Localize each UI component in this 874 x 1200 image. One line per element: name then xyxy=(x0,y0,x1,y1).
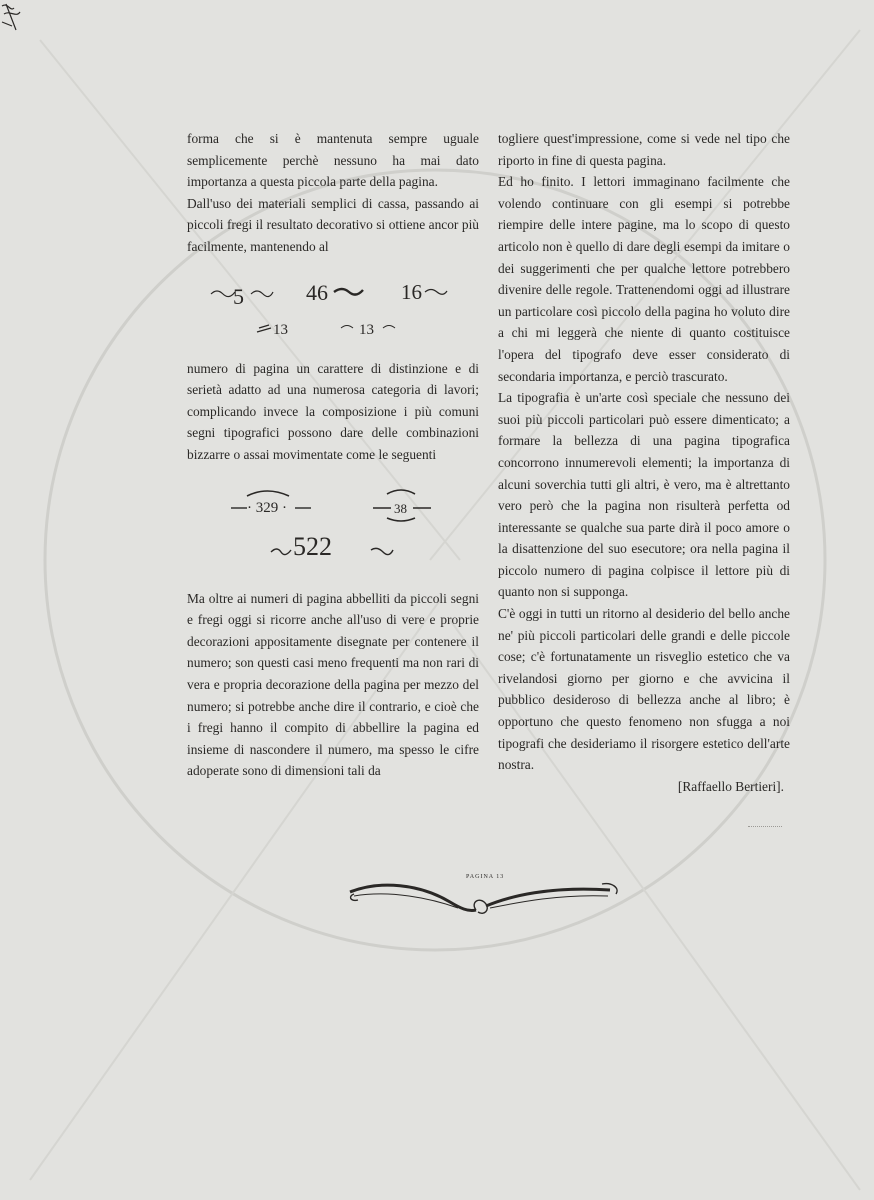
page-number-example-1 xyxy=(187,258,479,358)
corner-scribble-mark xyxy=(0,0,40,40)
example-figure-329: · 329 · xyxy=(247,499,287,516)
signature-dotted-rule xyxy=(748,826,782,827)
example-figure-38: 38 xyxy=(394,500,407,516)
author-signature: [Raffaello Bertieri]. xyxy=(677,778,784,794)
example-1-ornaments xyxy=(187,258,479,358)
right-para-1: togliere quest'impressione, come si vede nel tipo che riporto in fine di questa pagina. xyxy=(498,131,790,168)
right-para-4: C'è oggi in tutti un ritorno al desiderio del bello anche ne' più piccoli particolari delle grandi e delle piccole cose; c'è fortunatamente un risveglio estetico che va rivelandosi giorno per giorno e che avvicina il pubblico desideroso di bellezza anche al libro; è opportuno che questo fenomeno non sfugga a noi tipografi che desideriamo il risorgere estetico dell'arte nostra. xyxy=(498,606,790,773)
left-para-2: Dall'uso dei materiali semplici di cassa, passando ai piccoli fregi il resultato decorativo si ottiene ancor più facilmente, mantenendo al xyxy=(187,195,479,254)
left-intro-text: forma che si è mantenuta sempre uguale semplicemente perchè nessuno ha mai dato importanza a questa piccola parte della pagina. xyxy=(187,131,479,190)
example-figure-5: 5 xyxy=(233,283,244,309)
left-para-4: Ma oltre ai numeri di pagina abbelliti da piccoli segni e fregi oggi si ricorre anche all'uso di vere e proprie decorazioni appositamente disegnate per contenere il numero; son questi casi meno frequenti ma non rari di vera e propria decorazione della pagina per mezzo del numero; si potrebbe anche dire il contrario, e cioè che i fregi hanno il compito di abbellire la pagina ed insieme di nascondere il numero, ma spesso le cifre adoperate sono di dimensioni tali da xyxy=(187,590,479,779)
right-para-3: La tipografia è un'arte così speciale che nessuno dei suoi più piccoli particolari può essere dimenticato; a formare la bellezza di una pagina tipografica concorrono innumerevoli elementi; la importanza di alcuni soverchia tutti gli altri, è vero, ma è altrettanto vero però che la pagina non risulterà perfetta od interessante se qualche sua parte dirà il poco amore o la disattenzione del suo esecutore; ora nella pagina il piccolo numero di pagina colpisce il lettore più di quanto non si supponga. xyxy=(498,390,790,600)
example-figure-13-b: 13 xyxy=(359,321,374,338)
example-2-ornaments xyxy=(187,466,479,588)
example-figure-522: 522 xyxy=(293,531,332,561)
left-column xyxy=(187,128,479,782)
example-figure-16: 16 xyxy=(401,279,422,304)
example-figure-46: 46 xyxy=(306,279,328,305)
right-para-2: Ed ho finito. I lettori immaginano facilmente che volendo continuare con gli esempi si potrebbe riempire delle intere pagine, ma lo scopo di questo articolo non è quello di dare degli esempi da imitare o dei suggerimenti che per qualche lettore potrebbero divenire delle regole. Trattenendomi oggi ad illustrare un particolare così piccolo della pagina ho voluto dire a chi mi leggerà che niente di quanto costituisce l'opera del tipografo deve esser considerato di secondaria importanza, e perciò trascurato. xyxy=(498,174,790,384)
right-column xyxy=(498,128,790,797)
example-figure-13-a: 13 xyxy=(273,321,288,338)
footer-page-label: PAGINA 13 xyxy=(466,874,505,880)
page-number-example-2 xyxy=(187,466,479,588)
left-para-3: numero di pagina un carattere di distinzione e di serietà adatto ad una numerosa categoria di lavori; complicando invece la composizione i più comuni segni tipografici possono dare delle combinazioni bizzarre o assai movimentate come le seguenti xyxy=(187,360,479,462)
